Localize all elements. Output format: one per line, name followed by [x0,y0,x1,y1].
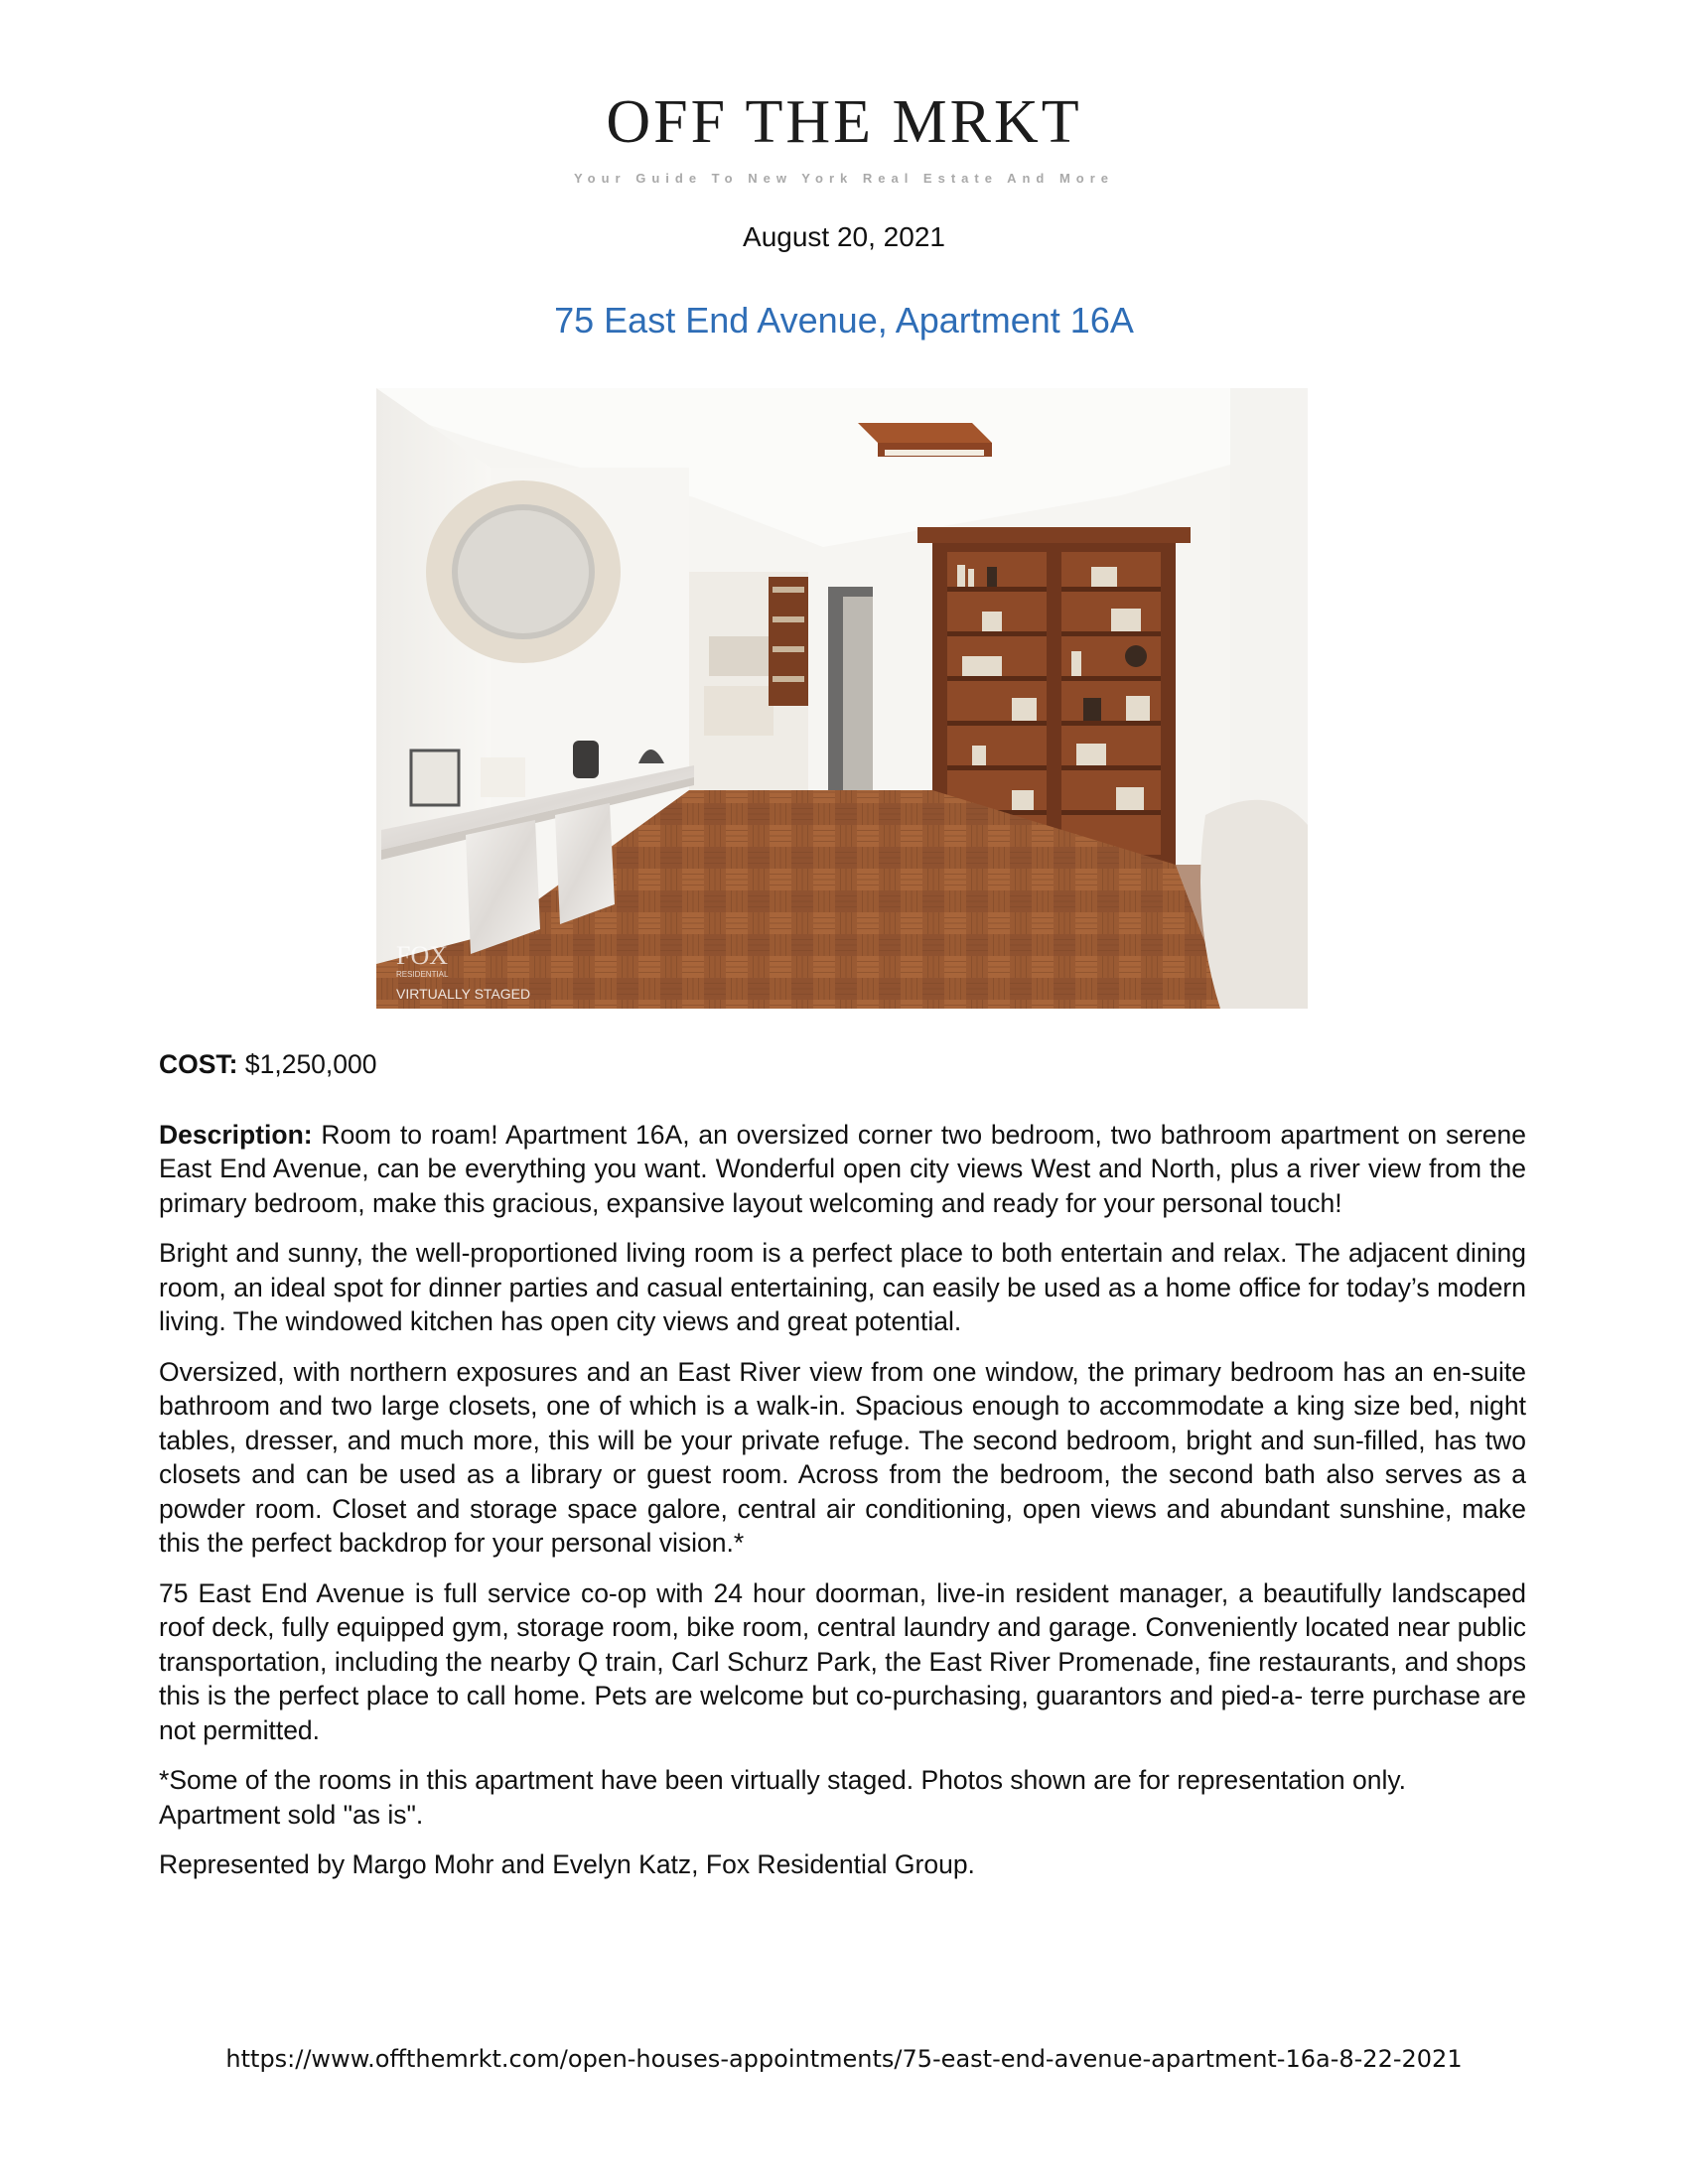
representation-note: Represented by Margo Mohr and Evelyn Katz, Fox Residential Group. [159,1849,975,1879]
staging-disclaimer: *Some of the rooms in this apartment have been virtually staged. Photos shown are for representation only. Apartment sold "as is". [159,1765,1407,1830]
description-paragraph-3: Oversized, with northern exposures and an East River view from one window, the primary bedroom has an en-suite bathroom and two large closets, one of which is a walk-in. Spacious enough to accommodate a king size bed, night tables, dresser, and much more, this will be your private refuge. The second bedroom, bright and sun-filled, has two closets and can be used as a library or guest room. Across from the bedroom, the second bath also serves as a powder room. Closet and storage space galore, central air conditioning, open views and abundant sunshine, make this the perfect backdrop for your personal vision.* [159,1356,1526,1558]
photo-watermark-staged: VIRTUALLY STAGED [396,986,531,1002]
description-paragraph-1 [159,1118,1526,1221]
cost-line [159,1047,1526,1082]
description-paragraph-4: 75 East End Avenue is full service co-op with 24 hour doorman, live-in resident manager, a beautifully landscaped roof deck, fully equipped gym, storage room, bike room, central laundry and garage. Conveniently located near public transportation, including the nearby Q train, Carl Schurz Park, the East River Promenade, fine restaurants, and shops this is the perfect place to call home. Pets are welcome but co-purchasing, guarantors and pied-a- terre purchase are not permitted. [159,1577,1526,1745]
photo-watermark-sub: RESIDENTIAL [396,970,449,979]
description-paragraph-2: Bright and sunny, the well-proportioned living room is a perfect place to both entertain and relax. The adjacent dining room, an ideal spot for dinner parties and casual entertaining, can easily be used as a home office for today’s modern living. The windowed kitchen has open city views and great potential. [159,1238,1526,1336]
description-text-1: Room to roam! Apartment 16A, an oversized corner two bedroom, two bathroom apartment on serene East End Avenue, can be everything you want. Wonderful open city views West and North, plus a river view from the primary bedroom, make this gracious, expansive layout welcoming and ready for your personal touch! [159,1119,1526,1218]
photo-watermark-brand: FOX [396,941,449,970]
publish-date: August 20, 2021 [743,221,945,252]
masthead-tagline: Your Guide To New York Real Estate And More [573,171,1115,186]
listing-title: 75 East End Avenue, Apartment 16A [554,300,1134,341]
cost-value: $1,250,000 [237,1049,377,1079]
description-label: Description: [159,1119,313,1150]
source-url[interactable]: https://www.offthemrkt.com/open-houses-appointments/75-east-end-avenue-apartment-16a-8-22-2021 [225,2045,1463,2073]
cost-label: COST: [159,1049,238,1079]
listing-body [159,1047,1526,1898]
masthead-logo: OFF THE MRKT [606,88,1082,156]
listing-photo [376,388,1308,1009]
